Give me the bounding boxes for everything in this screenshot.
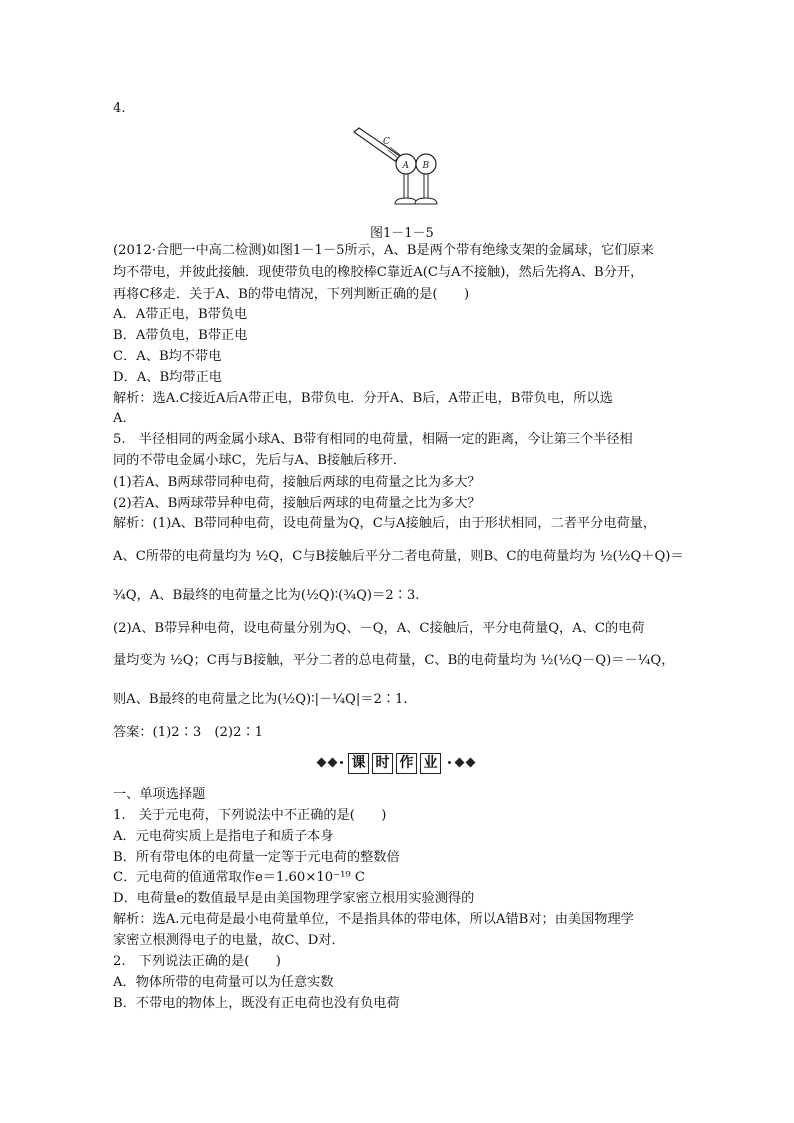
banner-char: 业 <box>420 753 441 774</box>
solution-line: 解析：选A.元电荷是最小电荷量单位，不是指具体的带电体，所以A错B对；由美国物理学 <box>113 912 634 927</box>
choice-a: A．元电荷实质上是指电子和质子本身 <box>113 829 334 844</box>
solution-line: 则A、B最终的电荷量之比为(½Q)∶|－¼Q|＝2∶1. <box>113 692 408 707</box>
choice-b: B．所有带电体的电荷量一定等于元电荷的整数倍 <box>113 850 400 865</box>
diamond-icon <box>466 758 476 768</box>
solution-line: A、C所带的电荷量均为 ½Q，C与B接触后平分二者电荷量，则B、C的电荷量均为 ½(½Q＋Q)＝ <box>113 549 684 564</box>
solution-line: 家密立根测得电子的电量，故C、D对． <box>113 933 345 948</box>
diamond-icon <box>328 758 338 768</box>
choice-d: D．电荷量e的数值最早是由美国物理学家密立根用实验测得的 <box>113 891 475 906</box>
question-1: (1)若A、B两球带同种电荷，接触后两球的电荷量之比为多大？ <box>113 475 481 490</box>
section-heading: 一、单项选择题 <box>113 787 206 802</box>
banner-char: 作 <box>396 753 417 774</box>
text-line: 均不带电，并彼此接触．现使带负电的橡胶棒C靠近A(C与A不接触)，然后先将A、B分开， <box>113 265 644 280</box>
diamond-icon <box>317 758 327 768</box>
dot-icon <box>448 761 451 764</box>
text-line: 同的不带电金属小球C，先后与A、B接触后移开． <box>113 453 407 468</box>
figure-label-c: C <box>383 137 390 147</box>
problem-4-number: 4. <box>113 101 126 116</box>
figure-label-b: B <box>422 161 430 171</box>
figure-label-a: A <box>402 161 409 171</box>
figure-caption: 图1－1－5 <box>370 226 434 241</box>
text-line: 5. 半径相同的两金属小球A、B带有相同的电荷量，相隔一定的距离，今让第三个半径相 <box>113 432 633 447</box>
solution-line: 解析：选A.C接近A后A带正电，B带负电．分开A、B后，A带正电，B带负电，所以选 <box>113 391 613 406</box>
answer-line: 答案：(1)2∶3 (2)2∶1 <box>113 725 264 740</box>
solution-line: 量均变为 ½Q；C再与B接触，平分二者的总电荷量，C、B的电荷量均为 ½(½Q－Q)＝－¼Q， <box>113 653 675 668</box>
solution-line: A. <box>113 411 127 426</box>
choice-a: A．物体所带的电荷量可以为任意实数 <box>113 975 334 990</box>
choice-a: A．A带正电，B带负电 <box>113 307 248 322</box>
text-line: 2. 下列说法正确的是( ) <box>113 954 281 969</box>
choice-c: C．A、B均不带电 <box>113 349 222 364</box>
choice-d: D．A、B均带正电 <box>113 370 222 385</box>
solution-line: 解析：(1)A、B带同种电荷，设电荷量为Q，C与A接触后，由于形状相同，二者平分电荷量， <box>113 516 657 531</box>
text-line: 1. 关于元电荷，下列说法中不正确的是( ) <box>113 808 387 823</box>
figure-electroscope-spheres <box>350 126 450 208</box>
choice-b: B．不带电的物体上，既没有正电荷也没有负电荷 <box>113 996 400 1011</box>
banner-char: 时 <box>372 753 393 774</box>
dot-icon <box>340 761 343 764</box>
solution-line: ¾Q，A、B最终的电荷量之比为(½Q)∶(¾Q)＝2∶3. <box>113 588 420 603</box>
text-line: 再将C移走．关于A、B的带电情况，下列判断正确的是( ) <box>113 287 470 302</box>
banner-char: 课 <box>348 753 369 774</box>
question-2: (2)若A、B两球带异种电荷，接触后两球的电荷量之比为多大？ <box>113 496 481 511</box>
section-banner <box>312 752 482 774</box>
text-line: (2012·合肥一中高二检测)如图1－1－5所示，A、B是两个带有绝缘支架的金属球，它们原来 <box>113 243 654 258</box>
diamond-icon <box>455 758 465 768</box>
choice-b: B．A带负电，B带正电 <box>113 328 248 343</box>
choice-c: C．元电荷的值通常取作e＝1.60×10⁻¹⁹ C <box>113 870 365 885</box>
solution-line: (2)A、B带异种电荷，设电荷量分别为Q、－Q，A、C接触后，平分电荷量Q，A、C的电荷 <box>113 621 645 636</box>
